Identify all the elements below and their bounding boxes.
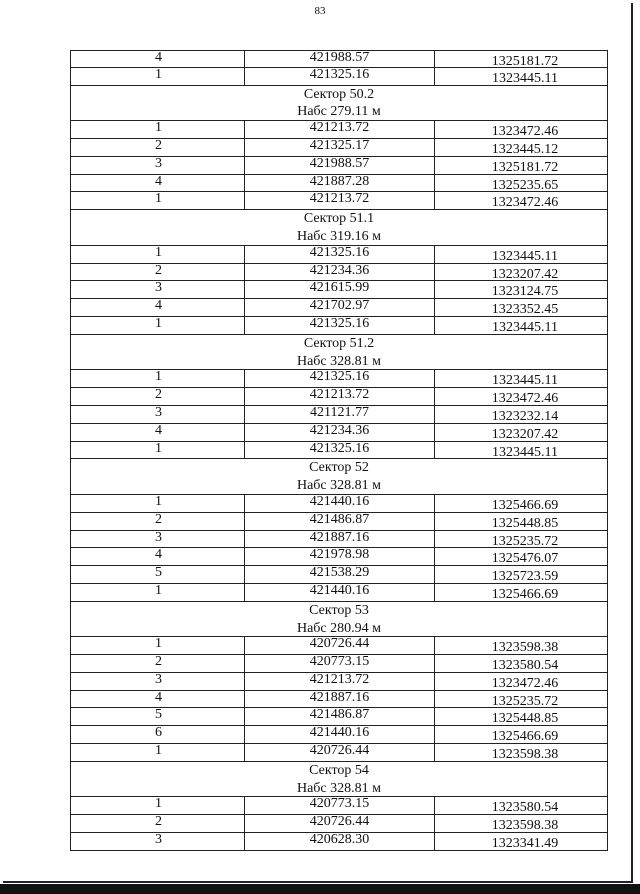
point-number-cell: 1 (71, 317, 245, 334)
table-row (70, 531, 608, 549)
y-coordinate-cell: 1323207.42 (491, 266, 559, 281)
point-number-cell: 2 (71, 264, 245, 281)
x-coordinate-cell: 421213.72 (245, 192, 435, 209)
point-number-cell: 1 (71, 121, 245, 138)
table-row (70, 246, 608, 264)
x-coordinate-cell: 420726.44 (245, 637, 435, 654)
sector-header-text: Набс 319.16 м (296, 228, 382, 244)
table-row (70, 50, 608, 68)
y-coordinate-cell: 1323124.75 (491, 284, 559, 299)
table-row (70, 121, 608, 139)
y-coordinate-cell: 1325448.85 (491, 711, 559, 726)
y-coordinate-cell: 1323598.38 (491, 640, 559, 655)
table-row (70, 370, 608, 388)
y-coordinate-cell: 1325181.72 (491, 54, 559, 67)
x-coordinate-cell: 421234.36 (245, 264, 435, 281)
table-row (70, 495, 608, 513)
table-row (70, 68, 608, 86)
point-number-cell: 2 (71, 655, 245, 672)
y-coordinate-cell: 1323445.12 (491, 141, 559, 156)
y-coordinate-cell: 1325466.69 (491, 729, 559, 744)
x-coordinate-cell: 420726.44 (245, 815, 435, 832)
table-row (70, 548, 608, 566)
point-number-cell: 6 (71, 726, 245, 743)
y-coordinate-cell: 1325466.69 (491, 497, 559, 512)
y-coordinate-cell: 1325235.72 (491, 533, 559, 548)
x-coordinate-cell: 421887.16 (245, 531, 435, 548)
y-coordinate-cell: 1323445.11 (492, 373, 558, 388)
y-coordinate-cell: 1323207.42 (491, 426, 559, 441)
point-number-cell: 5 (71, 708, 245, 725)
y-coordinate-cell: 1323445.11 (492, 319, 558, 334)
y-coordinate-cell: 1323472.46 (491, 124, 559, 138)
page-number: 83 (314, 5, 326, 17)
x-coordinate-cell: 421615.99 (245, 281, 435, 298)
table-row (70, 388, 608, 406)
y-coordinate-cell: 1323445.11 (492, 70, 558, 85)
x-coordinate-cell: 421325.16 (245, 442, 435, 459)
table-row (70, 708, 608, 726)
y-coordinate-cell: 1325448.85 (491, 515, 559, 530)
point-number-cell: 1 (71, 68, 245, 85)
table-row (70, 744, 608, 762)
y-coordinate-cell: 1323580.54 (491, 800, 559, 815)
sector-header-text: Сектор 52 (309, 460, 369, 476)
table-row (70, 442, 608, 460)
y-coordinate-cell: 1323472.46 (491, 675, 559, 690)
x-coordinate-cell: 421213.72 (245, 121, 435, 138)
table-row (70, 637, 608, 655)
y-coordinate-cell: 1325723.59 (491, 569, 559, 583)
x-coordinate-cell: 421486.87 (245, 708, 435, 725)
sector-header-text: Набс 279.11 м (297, 104, 381, 120)
x-coordinate-cell: 420726.44 (245, 744, 435, 761)
table-row (70, 673, 608, 691)
x-coordinate-cell: 421325.16 (245, 68, 435, 85)
sector-header-text: Сектор 51.2 (303, 335, 375, 351)
coordinates-table (70, 50, 608, 851)
sector-header-row (70, 620, 608, 638)
y-coordinate-cell: 1323472.46 (491, 391, 559, 405)
x-coordinate-cell: 421988.57 (245, 157, 435, 174)
sector-header-row (70, 86, 608, 104)
point-number-cell: 3 (71, 157, 245, 174)
point-number-cell: 4 (71, 548, 245, 565)
point-number-cell: 1 (71, 637, 245, 654)
point-number-cell: 4 (71, 175, 245, 192)
table-row (70, 566, 608, 584)
x-coordinate-cell: 421213.72 (245, 673, 435, 690)
y-coordinate-cell: 1323598.38 (491, 818, 559, 833)
x-coordinate-cell: 421325.16 (245, 370, 435, 387)
table-row (70, 513, 608, 531)
sector-header-row (70, 353, 608, 371)
point-number-cell: 4 (71, 51, 245, 67)
y-coordinate-cell: 1323598.38 (491, 747, 559, 761)
table-row (70, 655, 608, 673)
point-number-cell: 3 (71, 833, 245, 850)
y-coordinate-cell: 1323445.11 (492, 248, 558, 263)
x-coordinate-cell: 421325.16 (245, 317, 435, 334)
point-number-cell: 5 (71, 566, 245, 583)
sector-header-text: Сектор 53 (309, 602, 369, 618)
table-row (70, 317, 608, 335)
point-number-cell: 1 (71, 246, 245, 263)
x-coordinate-cell: 421538.29 (245, 566, 435, 583)
x-coordinate-cell: 421440.16 (245, 584, 435, 601)
table-row (70, 139, 608, 157)
table-row (70, 833, 608, 851)
point-number-cell: 3 (71, 406, 245, 423)
table-row (70, 726, 608, 744)
sector-header-row (70, 335, 608, 353)
y-coordinate-cell: 1325476.07 (491, 551, 559, 566)
y-coordinate-cell: 1325235.72 (491, 693, 559, 708)
point-number-cell: 1 (71, 370, 245, 387)
table-row (70, 299, 608, 317)
x-coordinate-cell: 421213.72 (245, 388, 435, 405)
x-coordinate-cell: 421440.16 (245, 495, 435, 512)
x-coordinate-cell: 421702.97 (245, 299, 435, 316)
point-number-cell: 2 (71, 513, 245, 530)
table-row (70, 584, 608, 602)
sector-header-row (70, 103, 608, 121)
sector-header-row (70, 210, 608, 228)
table-row (70, 424, 608, 442)
table-row (70, 406, 608, 424)
sector-header-text: Набс 328.81 м (296, 353, 382, 369)
sector-header-text: Сектор 54 (309, 762, 369, 778)
x-coordinate-cell: 420628.30 (245, 833, 435, 850)
sector-header-text: Набс 280.94 м (296, 620, 382, 636)
x-coordinate-cell: 421121.77 (245, 406, 435, 423)
x-coordinate-cell: 421234.36 (245, 424, 435, 441)
point-number-cell: 2 (71, 815, 245, 832)
y-coordinate-cell: 1323352.45 (491, 302, 559, 316)
point-number-cell: 3 (71, 281, 245, 298)
sector-header-row (70, 228, 608, 246)
point-number-cell: 2 (71, 139, 245, 156)
sector-header-text: Сектор 51.1 (303, 211, 375, 227)
x-coordinate-cell: 420773.15 (245, 655, 435, 672)
point-number-cell: 4 (71, 299, 245, 316)
table-row (70, 281, 608, 299)
point-number-cell: 4 (71, 424, 245, 441)
y-coordinate-cell: 1323472.46 (491, 195, 559, 210)
sector-header-text: Сектор 50.2 (303, 86, 375, 102)
sector-header-row (70, 780, 608, 798)
x-coordinate-cell: 421486.87 (245, 513, 435, 530)
point-number-cell: 1 (71, 495, 245, 512)
sector-header-row (70, 602, 608, 620)
table-row (70, 815, 608, 833)
point-number-cell: 1 (71, 797, 245, 814)
y-coordinate-cell: 1325181.72 (491, 159, 559, 174)
sector-header-row (70, 477, 608, 495)
table-row (70, 264, 608, 282)
point-number-cell: 1 (71, 584, 245, 601)
y-coordinate-cell: 1323341.49 (491, 836, 559, 850)
y-coordinate-cell: 1323445.11 (492, 444, 558, 459)
y-coordinate-cell: 1323580.54 (491, 658, 559, 672)
x-coordinate-cell: 420773.15 (245, 797, 435, 814)
y-coordinate-cell: 1323232.14 (491, 408, 559, 423)
table-row (70, 192, 608, 210)
x-coordinate-cell: 421988.57 (245, 51, 435, 67)
x-coordinate-cell: 421440.16 (245, 726, 435, 743)
point-number-cell: 3 (71, 673, 245, 690)
y-coordinate-cell: 1325235.65 (491, 177, 559, 192)
x-coordinate-cell: 421887.16 (245, 691, 435, 708)
x-coordinate-cell: 421325.17 (245, 139, 435, 156)
sector-header-row (70, 459, 608, 477)
point-number-cell: 3 (71, 531, 245, 548)
sector-header-text: Набс 328.81 м (296, 780, 382, 796)
x-coordinate-cell: 421978.98 (245, 548, 435, 565)
y-coordinate-cell: 1325466.69 (491, 586, 559, 601)
sector-header-row (70, 762, 608, 780)
table-row (70, 691, 608, 709)
point-number-cell: 2 (71, 388, 245, 405)
point-number-cell: 1 (71, 744, 245, 761)
table-row (70, 157, 608, 175)
scan-edge (0, 884, 640, 894)
point-number-cell: 1 (71, 442, 245, 459)
table-row (70, 175, 608, 193)
point-number-cell: 1 (71, 192, 245, 209)
x-coordinate-cell: 421325.16 (245, 246, 435, 263)
table-row (70, 797, 608, 815)
x-coordinate-cell: 421887.28 (245, 175, 435, 192)
sector-header-text: Набс 328.81 м (296, 478, 382, 494)
point-number-cell: 4 (71, 691, 245, 708)
